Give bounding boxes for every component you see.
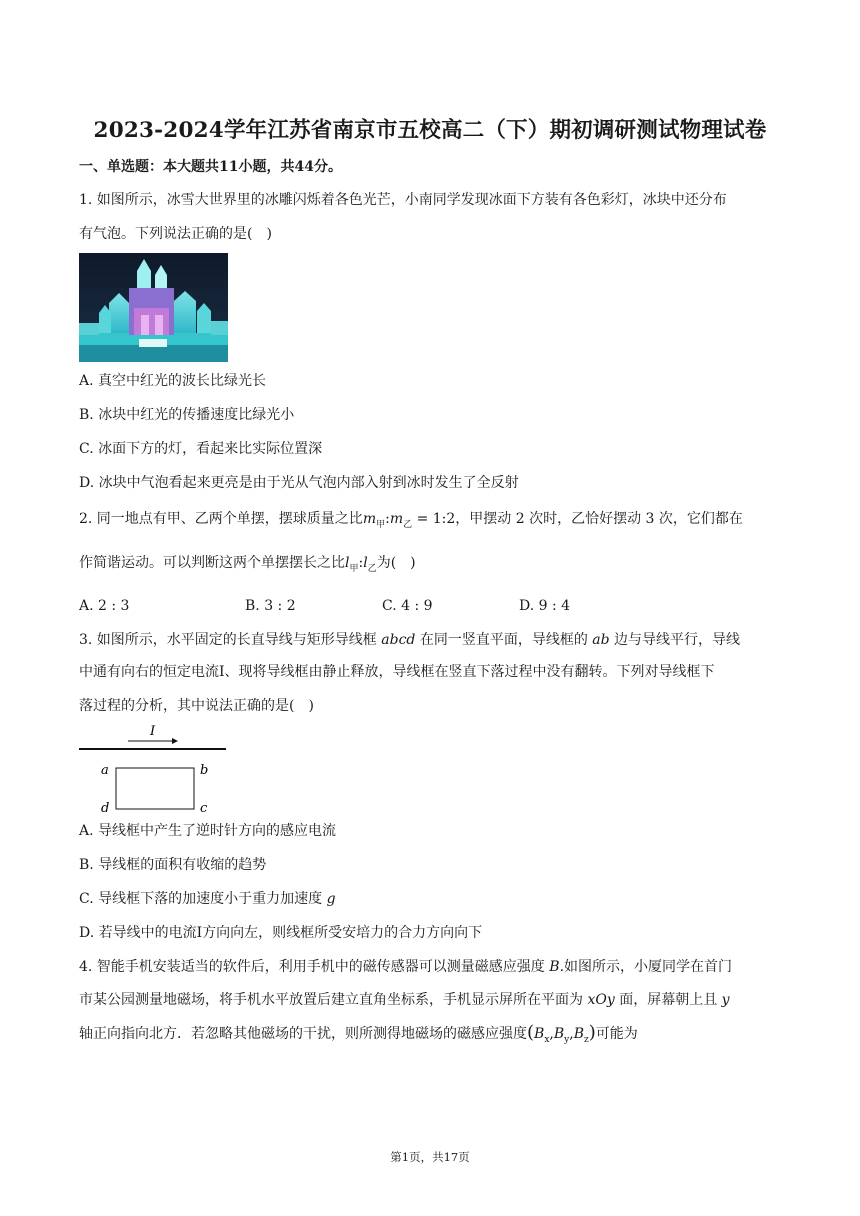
q2-length-symbol: l [345, 555, 350, 571]
q4-sub-y: y [564, 1035, 570, 1045]
q2-colon-2: : [358, 555, 364, 571]
q3-ab-symbol: ab [592, 632, 610, 648]
q3-option-a: A. 导线框中产生了逆时针方向的感应电流 [79, 823, 337, 839]
q4-sub-x: x [544, 1035, 550, 1045]
section-heading: 一、单选题：本大题共11小题，共44分。 [79, 159, 342, 175]
q4-text-6: 可能为 [595, 1026, 638, 1042]
q2-stem-line2 [79, 553, 416, 579]
q2-stem-line1 [79, 509, 743, 535]
q4-close-paren: ) [588, 1022, 596, 1043]
q3-stem-line3: 落过程的分析，其中说法正确的是( ) [79, 698, 314, 714]
q3-option-c [79, 889, 336, 909]
q2-length-symbol-2: l [363, 555, 368, 571]
q1-option-a: A. 真空中红光的波长比绿光长 [79, 373, 267, 389]
q2-mass-ratio: = 1:2 [412, 511, 456, 527]
q2-options-row [79, 596, 799, 616]
q4-bz-symbol: B [573, 1026, 584, 1042]
q2-mass-symbol: m [362, 511, 377, 527]
q4-text-2: .如图所示，小厦同学在首门 [559, 959, 733, 975]
q2-sub-yi: 乙 [403, 520, 413, 530]
q3-option-b: B. 导线框的面积有收缩的趋势 [79, 857, 267, 873]
q1-option-d: D. 冰块中气泡看起来更亮是由于光从气泡内部入射到冰时发生了全反射 [79, 475, 519, 491]
page-title: 2023-2024学年江苏省南京市五校高二（下）期初调研测试物理试卷 [93, 118, 767, 143]
q4-open-paren: ( [527, 1022, 535, 1043]
q2-text-1: 2. 同一地点有甲、乙两个单摆，摆球质量之比 [79, 511, 363, 527]
q2-sub-jia-2: 甲 [349, 564, 359, 574]
q1-stem-line2: 有气泡。下列说法正确的是( ) [79, 226, 272, 242]
q4-stem-line2 [79, 990, 730, 1010]
q3-stem-line1 [79, 630, 740, 650]
ice-castle-photo [79, 253, 228, 362]
q2-text-3: 作简谐运动。可以判断这两个单摆摆长之比 [79, 555, 345, 571]
q4-text-4: 面，屏幕朝上且 [614, 992, 722, 1008]
q4-by-symbol: B [553, 1026, 565, 1042]
q4-sub-z: z [584, 1035, 589, 1045]
q4-b-symbol: B [549, 959, 560, 975]
q4-xoy-symbol: xOy [587, 992, 615, 1008]
corner-a-label: a [101, 763, 109, 778]
corner-d-label: d [101, 801, 110, 816]
q4-text-5: 轴正向指向北方．若忽略其他磁场的干扰，则所测得地磁场的磁感应强度 [79, 1026, 527, 1042]
corner-c-label: c [200, 801, 208, 816]
q2-colon: : [385, 511, 390, 527]
q2-option-c: C. 4 : 9 [382, 598, 433, 614]
q3-option-c-text: C. 导线框下落的加速度小于重力加速度 [79, 891, 327, 907]
q2-mass-symbol-2: m [389, 511, 404, 527]
q1-stem-line1: 1. 如图所示，冰雪大世界里的冰雕闪烁着各色光芒，小南同学发现冰面下方装有各色彩灯，冰块中还分布 [79, 192, 727, 208]
q3-abcd-symbol: abcd [381, 632, 416, 648]
q4-y-symbol: y [721, 992, 730, 1008]
q4-text-3: 市某公园测量地磁场，将手机水平放置后建立直角坐标系，手机显示屏所在平面为 [79, 992, 588, 1008]
q3-stem-line2: 中通有向右的恒定电流Ⅰ、现将导线框由静止释放，导线框在竖直下落过程中没有翻转。下列对导线框下 [79, 664, 715, 680]
q2-option-a: A. 2 : 3 [79, 598, 130, 614]
q4-stem-line3: 轴正向指向北方．若忽略其他磁场的干扰，则所测得地磁场的磁感应强度$(B_x,B_y,B_z)$可能为 [79, 1022, 638, 1045]
q3-option-d: D. 若导线中的电流Ⅰ方向向左，则线框所受安培力的合力方向向下 [79, 925, 483, 941]
q2-sub-yi-2: 乙 [367, 564, 377, 574]
current-label: I [150, 724, 156, 739]
corner-b-label: b [200, 763, 209, 778]
q3-g-symbol: g [326, 891, 336, 907]
q2-text-2: ，甲摆动 2 次时，乙恰好摆动 3 次，它们都在 [455, 511, 743, 527]
q3-text-3: 边与导线平行，导线 [609, 632, 741, 648]
q2-option-d: D. 9 : 4 [519, 598, 571, 614]
q1-option-c: C. 冰面下方的灯，看起来比实际位置深 [79, 441, 323, 457]
q2-text-4: 为( ) [376, 555, 416, 571]
page-footer: 第1页，共17页 [390, 1150, 470, 1164]
q1-option-b: B. 冰块中红光的传播速度比绿光小 [79, 407, 295, 423]
q2-sub-jia: 甲 [376, 520, 386, 530]
q2-option-b: B. 3 : 2 [245, 598, 296, 614]
q4-text-1: 4. 智能手机安装适当的软件后，利用手机中的磁传感器可以测量磁感应强度 [79, 959, 550, 975]
q4-bx-symbol: B [534, 1026, 545, 1042]
q3-text-2: 在同一竖直平面，导线框的 [415, 632, 593, 648]
wire-loop-figure [76, 722, 236, 817]
rect-loop [116, 768, 194, 809]
q4-stem-line1 [79, 957, 732, 977]
q3-text-1: 3. 如图所示，水平固定的长直导线与矩形导线框 [79, 632, 382, 648]
